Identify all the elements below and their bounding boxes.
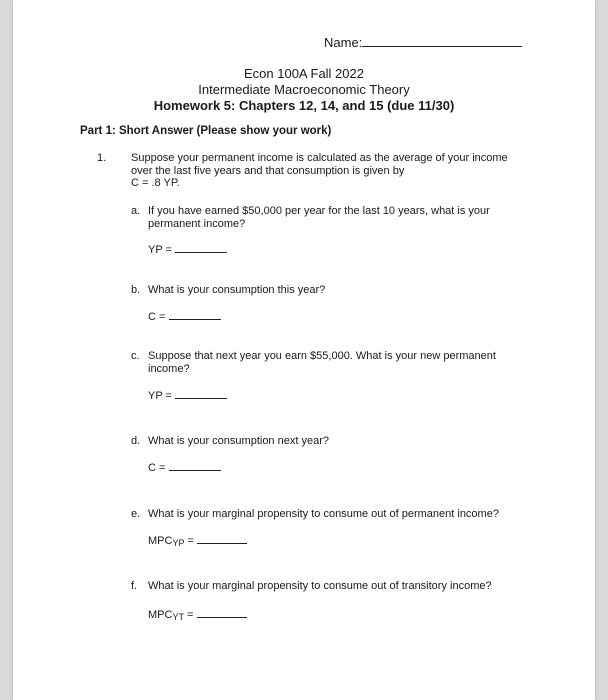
question-number: 1. [97, 152, 107, 164]
answer-d[interactable] [148, 462, 221, 475]
part-letter: d. [131, 435, 141, 447]
answer-blank[interactable] [197, 542, 247, 544]
course-title: Econ 100A Fall 2022 [244, 66, 364, 81]
answer-label: C = [148, 462, 166, 474]
name-label: Name: [324, 35, 363, 50]
part-letter: c. [131, 350, 140, 362]
answer-b[interactable] [148, 311, 221, 324]
part-c-text [148, 350, 496, 375]
answer-subscript: YP [172, 538, 185, 548]
answer-equals: = [183, 609, 194, 621]
stem-line: over the last five years and that consumption is given by [131, 164, 405, 177]
answer-f[interactable] [148, 609, 247, 624]
part-d-text [148, 435, 329, 448]
part-line: What is your marginal propensity to consume out of permanent income? [148, 508, 499, 520]
part-a-text [148, 205, 490, 230]
answer-label: MPC [148, 609, 173, 621]
part-letter: b. [131, 284, 141, 296]
answer-e[interactable] [148, 535, 247, 550]
answer-blank[interactable] [169, 318, 221, 320]
part-e-text [148, 508, 499, 521]
answer-label: YP = [148, 390, 172, 402]
answer-subscript: YT [172, 612, 184, 622]
part-line: What is your consumption next year? [148, 435, 329, 447]
part-line: Suppose that next year you earn $55,000. What is your new permanent [148, 350, 496, 362]
name-blank[interactable] [362, 45, 522, 47]
stem-line: Suppose your permanent income is calculated as the average of your income [131, 152, 508, 164]
answer-a[interactable] [148, 244, 227, 257]
stem-line: C = .8 YP. [131, 177, 180, 189]
part-line: If you have earned $50,000 per year for the last 10 years, what is your [148, 205, 490, 217]
answer-blank[interactable] [175, 397, 227, 399]
part-line: What is your consumption this year? [148, 284, 326, 296]
assignment-title: Homework 5: Chapters 12, 14, and 15 (due 11/30) [153, 98, 455, 113]
part-line: income? [148, 362, 190, 375]
name-field[interactable] [324, 35, 522, 50]
part-letter: a. [131, 205, 141, 217]
part-line: What is your marginal propensity to consume out of transitory income? [148, 580, 492, 592]
part-letter: e. [131, 508, 141, 520]
answer-equals: = [184, 535, 194, 547]
answer-blank[interactable] [175, 251, 227, 253]
part-letter: f. [131, 580, 138, 592]
part-f-text [148, 580, 492, 593]
part1-heading: Part 1: Short Answer (Please show your work) [80, 125, 332, 137]
answer-c[interactable] [148, 390, 227, 403]
answer-blank[interactable] [197, 616, 247, 618]
subject-title: Intermediate Macroeconomic Theory [198, 82, 410, 97]
answer-label: YP = [148, 244, 172, 256]
answer-blank[interactable] [169, 469, 221, 471]
answer-label: C = [148, 311, 166, 323]
part-line: permanent income? [148, 217, 246, 230]
question-stem [131, 152, 508, 190]
answer-label: MPC [148, 535, 173, 547]
part-b-text [148, 284, 325, 297]
